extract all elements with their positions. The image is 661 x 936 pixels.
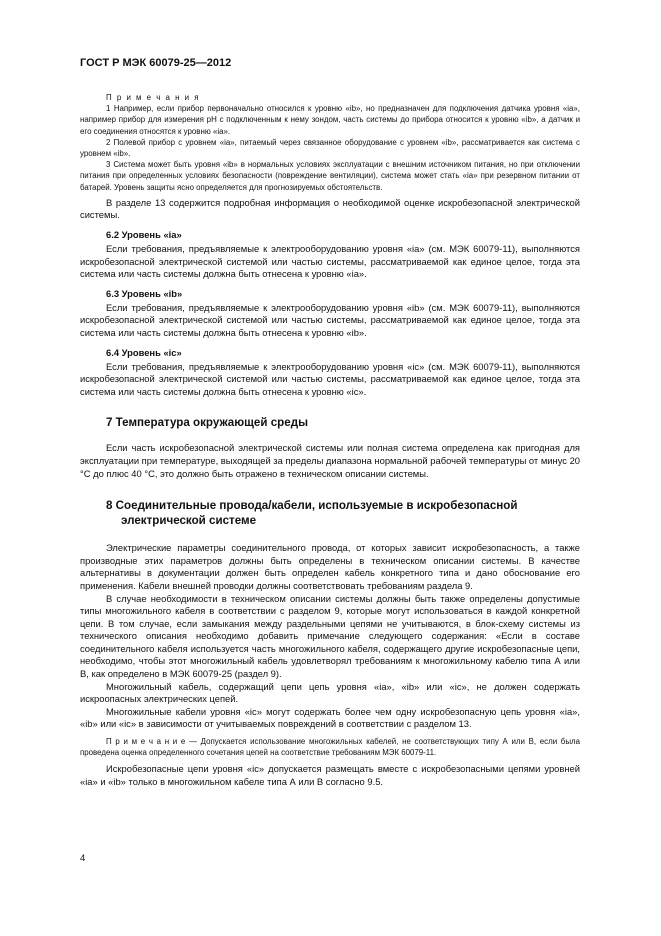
content-column [80, 92, 580, 789]
paragraph-8-5: Искробезопасные цепи уровня «ic» допускается размещать вместе с искробезопасными цепями уровней «ia» и «ib» только в многожильном кабеле типа А или В согласно 9.5. [80, 763, 580, 788]
heading-6-3: 6.3 Уровень «ib» [106, 287, 183, 299]
paragraph-8-3: Многожильный кабель, содержащий цепи цепь уровня «ia», «ib» или «ic», не должен содержать искроопасных электрических цепей. [80, 680, 580, 705]
paragraph-8-2: В случае необходимости в техническом описании системы должны быть также определены допустимые типы многожильного кабеля в соответствии с разделом 9, которые могут использоваться в каждой конкретной цепи. В том случае, если замыкания между раздельными цепями не учитываются, в блок-схему системы из технического описания необходимо добавить примечание следующего содержания: «Если в составе соединительного кабеля используется часть многожильного кабеля, содержащего другие искробезопасные цепи, необходимо, чтобы этот многожильный кабель удовлетворял требованиям к многожильному кабелю типа А или В, как определено в МЭК 60079-25 (раздел 9). [80, 592, 580, 680]
paragraph-6-4: Если требования, предъявляемые к электрооборудованию уровня «ic» (см. МЭК 60079-11), выполняются искробезопасной электрической системой или частью системы, рассматриваемой как единое целое, тогда эта система или часть системы должна быть отнесена к уровню «ic». [80, 360, 580, 397]
heading-section-8-line2: электрической системе [121, 514, 257, 528]
heading-section-7: 7 Температура окружающей среды [106, 416, 308, 430]
note-section-8 [80, 736, 580, 758]
paragraph-6-2: Если требования, предъявляемые к электрооборудованию уровня «ia» (см. МЭК 60079-11), выполняются искробезопасной электрической системой или частью системы, рассматриваемой как единое целое, тогда эта система или часть системы должна быть отнесена к уровню «ia». [80, 243, 580, 280]
heading-6-4: 6.4 Уровень «ic» [106, 346, 182, 358]
note-item-1: 1 Например, если прибор первоначально относился к уровню «ib», но предназначен для подключения датчика уровня «ia», например прибор для измерения pH с подключенным к нему зондом, часть системы до прибора относится к уровню «ib», а датчик и его соединения относятся к уровню «ia». [80, 104, 580, 136]
note-item-3: 3 Система может быть уровня «ib» в нормальных условиях эксплуатации с внешним источником питания, но при отключении питания при определенных условиях безопасности (повреждение вентиляции), система может стать «ia» при резервном питании от батарей. Уровень защиты ясно определяется для прогнозируемых обстоятельств. [80, 160, 580, 192]
document-header: ГОСТ Р МЭК 60079-25—2012 [80, 57, 232, 69]
paragraph-section13: В разделе 13 содержится подробная информация о необходимой оценке искробезопасной электрической системы. [80, 196, 580, 221]
paragraph-section-7: Если часть искробезопасной электрической системы или полная система определена как пригодная для эксплуатации при температуре, выходящей за пределы диапазона нормальной рабочей температуры от минус 20 °С до плюс 40 °С, это должно быть отражено в техническом описании системы. [80, 442, 580, 479]
note-label: П р и м е ч а н и е [106, 737, 186, 747]
notes-title: П р и м е ч а н и я [106, 93, 201, 102]
heading-6-2: 6.2 Уровень «ia» [106, 229, 182, 241]
page-number: 4 [80, 853, 86, 864]
paragraph-6-3: Если требования, предъявляемые к электрооборудованию уровня «ib» (см. МЭК 60079-11), выполняются искробезопасной электрической системой или частью системы, рассматриваемой как единое целое, тогда эта система или часть системы должна быть отнесена к уровню «ib». [80, 301, 580, 338]
heading-section-8-line1: 8 Соединительные провода/кабели, используемые в искробезопасной [106, 499, 518, 513]
heading-section-8 [80, 498, 580, 528]
paragraph-8-4: Многожильные кабели уровня «ic» могут содержать более чем одну искробезопасную цепь уровня «ia», «ib» или «ic» в зависимости от учитываемых повреждений в соответствии с разделом 13. [80, 705, 580, 730]
note-item-2: 2 Полевой прибор с уровнем «ia», питаемый через связанное оборудование с уровнем «ib», рассматривается как система с уровнем «ib». [80, 137, 580, 159]
note-text: — Допускается использование многожильных кабелей, не соответствующих типу А или В, если была проведена оценка определенного сочетания цепей на соответствие требованиям МЭК 60079-11. [80, 737, 580, 758]
paragraph-8-1: Электрические параметры соединительного провода, от которых зависит искробезопасность, а также производные этих параметров должны быть определены в техническом описании системы. В качестве альтернативы в документации должен быть определен кабель конкретного типа и дано обоснование его применения. Кабели внешней проводки должны соответствовать требованиям раздела 9. [80, 542, 580, 591]
